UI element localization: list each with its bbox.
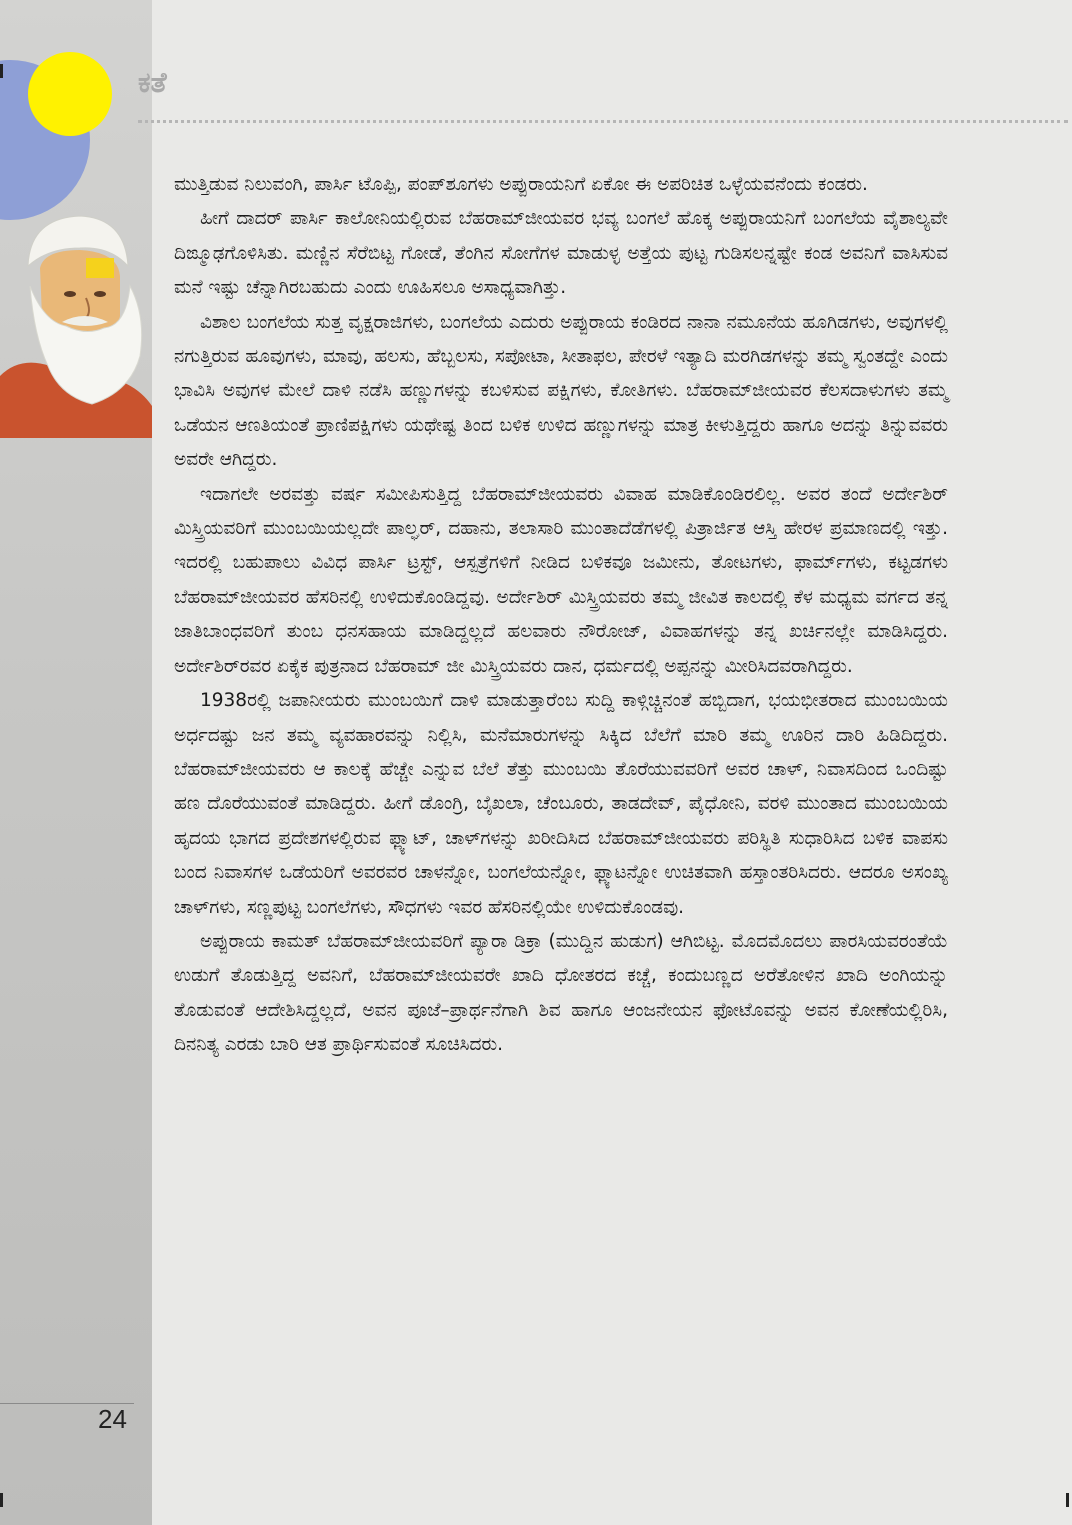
crop-mark (0, 1493, 3, 1507)
paragraph: ವಿಶಾಲ ಬಂಗಲೆಯ ಸುತ್ತ ವೃಕ್ಷರಾಜಿಗಳು, ಬಂಗಲೆಯ ಎದುರು ಅಪ್ಪುರಾಯ ಕಂಡಿರದ ನಾನಾ ನಮೂನೆಯ ಹೂಗಿಡಗಳು, ಅವುಗಳಲ್ಲಿ ನಗುತ್ತಿರುವ ಹೂವುಗಳು, ಮಾವು, ಹಲಸು, ಹೆಬ್ಬಲಸು, ಸಪೋಟಾ, ಸೀತಾಫಲ, ಪೇರಳೆ ಇತ್ಯಾದಿ ಮರಗಿಡಗಳನ್ನು ತಮ್ಮ ಸ್ವಂತದ್ದೇ ಎಂದು ಭಾವಿಸಿ ಅವುಗಳ ಮೇಲೆ ದಾಳಿ ನಡೆಸಿ ಹಣ್ಣುಗಳನ್ನು ಕಬಳಿಸುವ ಪಕ್ಷಿಗಳು, ಕೋತಿಗಳು. ಬೆಹರಾಮ್‌ಜೀಯವರ ಕೆಲಸದಾಳುಗಳು ತಮ್ಮ ಒಡೆಯನ ಆಣತಿಯಂತೆ ಪ್ರಾಣಿಪಕ್ಷಿಗಳು ಯಥೇಷ್ಟ ತಿಂದ ಬಳಿಕ ಉಳಿದ ಹಣ್ಣುಗಳನ್ನು ಮಾತ್ರ ಕೀಳುತ್ತಿದ್ದರು ಹಾಗೂ ಅದನ್ನು ತಿನ್ನುವವರು ಅವರೇ ಆಗಿದ್ದರು. (174, 311, 948, 471)
decorative-sidebar (0, 0, 152, 1525)
section-title: ಕತೆ (138, 66, 167, 99)
paragraph: ಇದಾಗಲೇ ಅರವತ್ತು ವರ್ಷ ಸಮೀಪಿಸುತ್ತಿದ್ದ ಬೆಹರಾಮ್‌ಜೀಯವರು ವಿವಾಹ ಮಾಡಿಕೊಂಡಿರಲಿಲ್ಲ. ಅವರ ತಂದೆ ಅರ್ದೇಶಿರ್ ಮಿಸ್ತ್ರಿಯವರಿಗೆ ಮುಂಬಯಿಯಲ್ಲದೇ ಪಾಲ್ಘರ್, ದಹಾನು, ತಲಾಸಾರಿ ಮುಂತಾದೆಡೆಗಳಲ್ಲಿ ಪಿತ್ರಾರ್ಜಿತ ಆಸ್ತಿ ಹೇರಳ ಪ್ರಮಾಣದಲ್ಲಿ ಇತ್ತು. ಇದರಲ್ಲಿ ಬಹುಪಾಲು ವಿವಿಧ ಪಾರ್ಸಿ ಟ್ರಸ್ಟ್, ಆಸ್ಪತ್ರೆಗಳಿಗೆ ನೀಡಿದ ಬಳಿಕವೂ ಜಮೀನು, ತೋಟಗಳು, ಫಾರ್ಮ್‌ಗಳು, ಕಟ್ಟಡಗಳು ಬೆಹರಾಮ್‌ಜೀಯವರ ಹೆಸರಿನಲ್ಲಿ ಉಳಿದುಕೊಂಡಿದ್ದವು. ಅರ್ದೇಶಿರ್ ಮಿಸ್ತ್ರಿಯವರು ತಮ್ಮ ಜೀವಿತ ಕಾಲದಲ್ಲಿ ಕೆಳ ಮಧ್ಯಮ ವರ್ಗದ ತನ್ನ ಜಾತಿಬಾಂಧವರಿಗೆ ತುಂಬ ಧನಸಹಾಯ ಮಾಡಿದ್ದಲ್ಲದೆ ಹಲವಾರು ನೌರೋಜ್, ವಿವಾಹಗಳನ್ನು ತನ್ನ ಖರ್ಚಿನಲ್ಲೇ ಮಾಡಿಸಿದ್ದರು. ಅರ್ದೇಶಿರ್‌ರವರ ಏಕೈಕ ಪುತ್ರನಾದ ಬೆಹರಾಮ್ ಜೀ ಮಿಸ್ತ್ರಿಯವರು ದಾನ, ಧರ್ಮದಲ್ಲಿ ಅಪ್ಪನನ್ನು ಮೀರಿಸಿದವರಾಗಿದ್ದರು. (174, 483, 948, 677)
page-number: 24 (98, 1404, 127, 1434)
story-body (174, 168, 948, 1063)
paragraph: ಹೀಗೆ ದಾದರ್ ಪಾರ್ಸಿ ಕಾಲೋನಿಯಲ್ಲಿರುವ ಬೆಹರಾಮ್‌ಜೀಯವರ ಭವ್ಯ ಬಂಗಲೆ ಹೊಕ್ಕ ಅಪ್ಪುರಾಯನಿಗೆ ಬಂಗಲೆಯ ವೈಶಾಲ್ಯವೇ ದಿಙ್ಮೂಢಗೊಳಿಸಿತು. ಮಣ್ಣಿನ ಸೆರೆಬಿಟ್ಟ ಗೋಡೆ, ತೆಂಗಿನ ಸೋಗೆಗಳ ಮಾಡುಳ್ಳ ಅತ್ತೆಯ ಪುಟ್ಟ ಗುಡಿಸಲನ್ನಷ್ಟೇ ಕಂಡ ಅವನಿಗೆ ವಾಸಿಸುವ ಮನೆ ಇಷ್ಟು ಚೆನ್ನಾಗಿರಬಹುದು ಎಂದು ಊಹಿಸಲೂ ಅಸಾಧ್ಯವಾಗಿತ್ತು. (174, 208, 948, 299)
paragraph: ಮುತ್ತಿಡುವ ನಿಲುವಂಗಿ, ಪಾರ್ಸಿ ಟೊಪ್ಪಿ, ಪಂಪ್‌ಶೂಗಳು ಅಪ್ಪುರಾಯನಿಗೆ ಏಕೋ ಈ ಅಪರಿಚಿತ ಒಳ್ಳೆಯವನೆಂದು ಕಂಡರು. (174, 174, 868, 195)
crop-mark (0, 64, 3, 78)
portrait-illustration-icon (0, 206, 152, 438)
yellow-circle-decoration (28, 52, 112, 136)
paragraph: 1938ರಲ್ಲಿ ಜಪಾನೀಯರು ಮುಂಬಯಿಗೆ ದಾಳಿ ಮಾಡುತ್ತಾರೆಂಬ ಸುದ್ದಿ ಕಾಳ್ಗಿಚ್ಚಿನಂತೆ ಹಬ್ಬಿದಾಗ, ಭಯಭೀತರಾದ ಮುಂಬಯಿಯ ಅರ್ಧದಷ್ಟು ಜನ ತಮ್ಮ ವ್ಯವಹಾರವನ್ನು ನಿಲ್ಲಿಸಿ, ಮನೆಮಾರುಗಳನ್ನು ಸಿಕ್ಕಿದ ಬೆಲೆಗೆ ಮಾರಿ ತಮ್ಮ ಊರಿನ ದಾರಿ ಹಿಡಿದಿದ್ದರು. ಬೆಹರಾಮ್‌ಜೀಯವರು ಆ ಕಾಲಕ್ಕೆ ಹೆಚ್ಚೇ ಎನ್ನುವ ಬೆಲೆ ತೆತ್ತು ಮುಂಬಯಿ ತೊರೆಯುವವರಿಗೆ ಅವರ ಚಾಳ್, ನಿವಾಸದಿಂದ ಒಂದಿಷ್ಟು ಹಣ ದೊರೆಯುವಂತೆ ಮಾಡಿದ್ದರು. ಹೀಗೆ ಡೊಂಗ್ರಿ, ಬೈಖಲಾ, ಚೆಂಬೂರು, ತಾಡದೇವ್, ಪೈಧೋನಿ, ವರಳಿ ಮುಂತಾದ ಮುಂಬಯಿಯ ಹೃದಯ ಭಾಗದ ಪ್ರದೇಶಗಳಲ್ಲಿರುವ ಫ್ಲ್ಯಾಟ್, ಚಾಳ್‌ಗಳನ್ನು ಖರೀದಿಸಿದ ಬೆಹರಾಮ್‌ಜೀಯವರು ಪರಿಸ್ಥಿತಿ ಸುಧಾರಿಸಿದ ಬಳಿಕ ವಾಪಸು ಬಂದ ನಿವಾಸಗಳ ಒಡೆಯರಿಗೆ ಅವರವರ ಚಾಳನ್ನೋ, ಬಂಗಲೆಯನ್ನೋ, ಫ್ಲ್ಯಾಟನ್ನೋ ಉಚಿತವಾಗಿ ಹಸ್ತಾಂತರಿಸಿದರು. ಆದರೂ ಅಸಂಖ್ಯ ಚಾಳ್‌ಗಳು, ಸಣ್ಣಪುಟ್ಟ ಬಂಗಲೆಗಳು, ಸೌಧಗಳು ಇವರ ಹೆಸರಿನಲ್ಲಿಯೇ ಉಳಿದುಕೊಂಡವು. (174, 690, 948, 918)
crop-mark (1066, 1493, 1069, 1507)
paragraph: ಅಪ್ಪುರಾಯ ಕಾಮತ್ ಬೆಹರಾಮ್‌ಜೀಯವರಿಗೆ ಪ್ಯಾರಾ ಡಿಕ್ರಾ (ಮುದ್ದಿನ ಹುಡುಗ) ಆಗಿಬಿಟ್ಟ. ಮೊದಮೊದಲು ಪಾರಸಿಯವರಂತೆಯೆ ಉಡುಗೆ ತೊಡುತ್ತಿದ್ದ ಅವನಿಗೆ, ಬೆಹರಾಮ್‌ಜೀಯವರೇ ಖಾದಿ ಧೋತರದ ಕಚ್ಚೆ, ಕಂದುಬಣ್ಣದ ಅರೆತೋಳಿನ ಖಾದಿ ಅಂಗಿಯನ್ನು ತೊಡುವಂತೆ ಆದೇಶಿಸಿದ್ದಲ್ಲದೆ, ಅವನ ಪೂಜೆ–ಪ್ರಾರ್ಥನೆಗಾಗಿ ಶಿವ ಹಾಗೂ ಆಂಜನೇಯನ ಫೋಟೊವನ್ನು ಅವನ ಕೋಣೆಯಲ್ಲಿರಿಸಿ, ದಿನನಿತ್ಯ ಎರಡು ಬಾರಿ ಆತ ಪ್ರಾರ್ಥಿಸುವಂತೆ ಸೂಚಿಸಿದರು. (174, 930, 948, 1056)
dotted-divider (138, 120, 1068, 123)
